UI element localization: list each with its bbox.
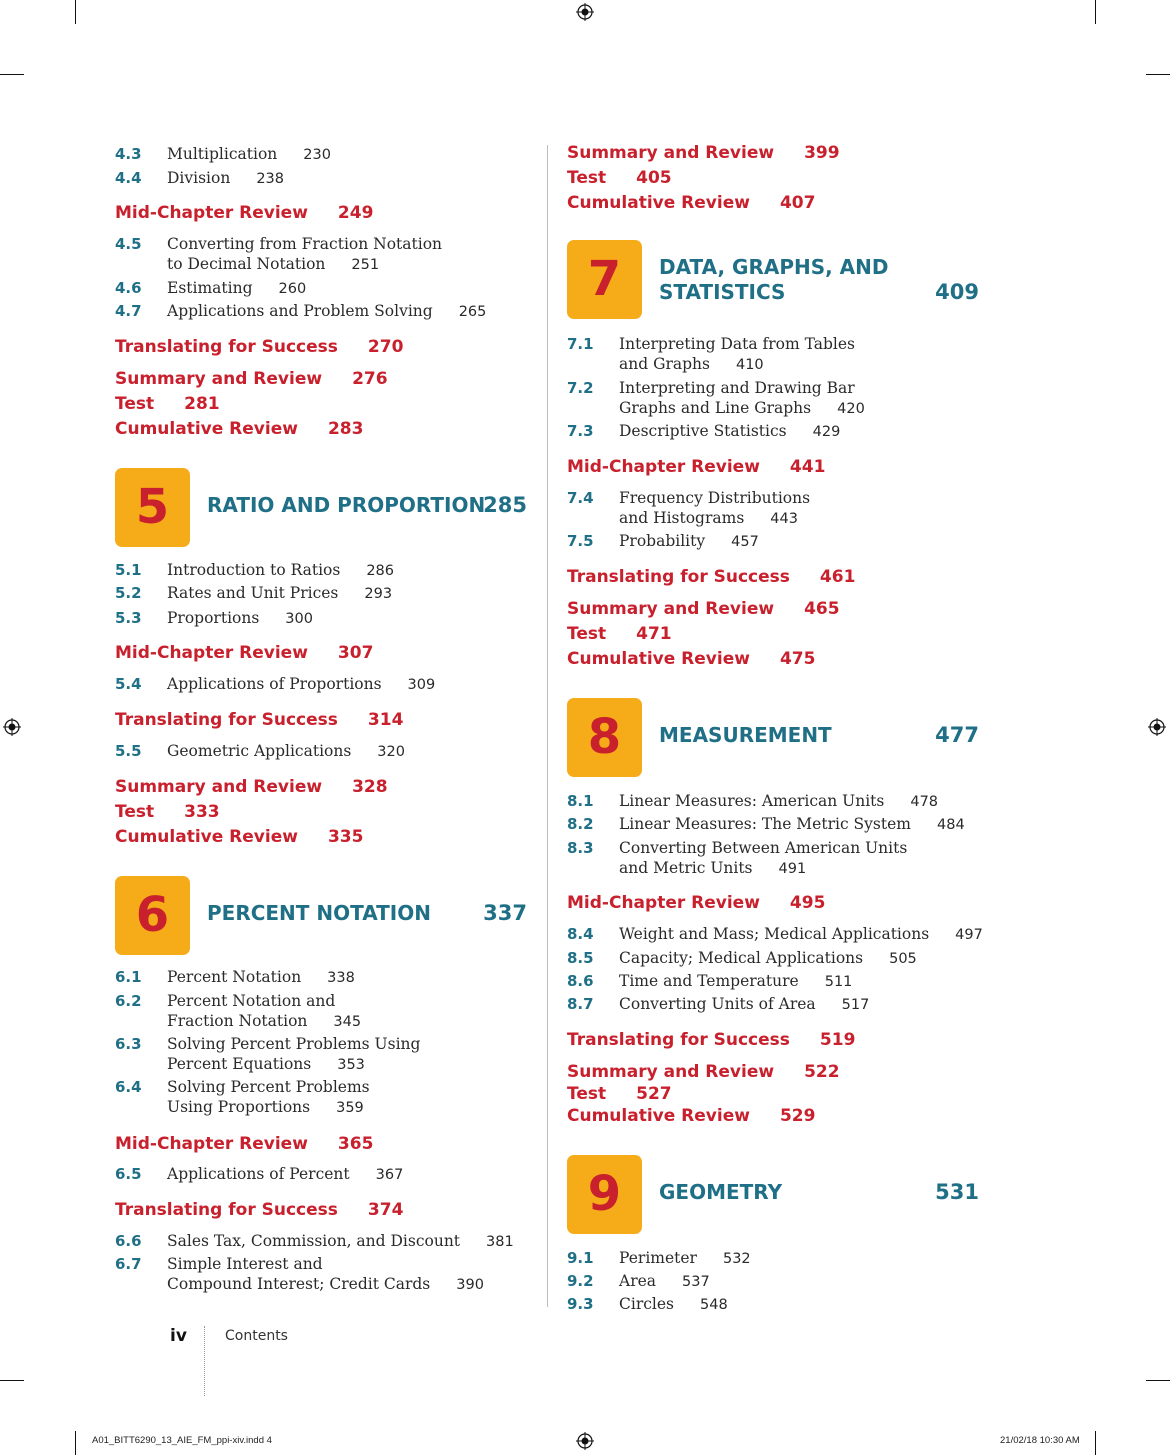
review-label: Summary and Review: [115, 777, 323, 797]
section-title: Simple Interest and: [167, 1255, 323, 1273]
section-number: 7.2: [567, 379, 594, 397]
section-number: 6.5: [115, 1165, 142, 1183]
chapter-number: 9: [587, 1166, 622, 1222]
review-label: Cumulative Review: [115, 419, 298, 439]
page-number: 238: [256, 171, 285, 187]
section-title: Percent Notation and: [167, 992, 336, 1010]
section-number: 4.3: [115, 145, 142, 163]
page-number: 399: [804, 143, 840, 163]
crop-mark: [1095, 0, 1096, 24]
page-number: 270: [367, 337, 404, 357]
page-number: 309: [407, 677, 436, 693]
page-number: 338: [327, 970, 355, 986]
page-number: 420: [837, 401, 865, 417]
page-number: 230: [303, 147, 331, 163]
chapter-title: MEASUREMENT: [659, 723, 832, 747]
column-divider: [547, 145, 548, 1307]
page-number: 511: [824, 974, 853, 990]
review-entry[interactable]: [567, 1061, 840, 1083]
review-entry[interactable]: [115, 202, 373, 224]
section-title-cont: Percent Equations: [167, 1055, 312, 1073]
page-number: 293: [364, 586, 393, 602]
review-label: Cumulative Review: [567, 193, 750, 213]
page-number: 283: [327, 419, 364, 439]
page-number: 527: [636, 1084, 672, 1104]
review-entry[interactable]: [115, 368, 388, 390]
page-number: 495: [789, 893, 826, 913]
page-number: 276: [352, 369, 388, 389]
crop-mark: [75, 0, 76, 24]
section-title: Estimating: [167, 279, 253, 297]
section-title: Division: [167, 169, 231, 187]
page-number: 475: [779, 649, 816, 669]
review-entry[interactable]: [567, 192, 815, 214]
section-title-cont: Compound Interest; Credit Cards: [167, 1275, 431, 1293]
section-title: Linear Measures: The Metric System: [619, 815, 911, 833]
section-number: 4.6: [115, 279, 142, 297]
review-label: Summary and Review: [567, 599, 775, 619]
page-number: 505: [889, 951, 917, 967]
page-number: 300: [285, 611, 313, 627]
section-title: Solving Percent Problems: [167, 1078, 370, 1096]
section-number: 7.4: [567, 489, 594, 507]
review-entry[interactable]: [115, 1133, 373, 1155]
section-title: Applications and Problem Solving: [167, 302, 433, 320]
section-number: 6.3: [115, 1035, 142, 1053]
review-entry[interactable]: [567, 1105, 815, 1127]
review-label: Translating for Success: [115, 710, 338, 730]
section-title-cont: to Decimal Notation: [167, 255, 326, 273]
section-title-cont: and Metric Units: [619, 859, 753, 877]
review-label: Cumulative Review: [115, 827, 298, 847]
review-entry[interactable]: [567, 892, 825, 914]
page-number: 265: [458, 304, 487, 320]
chapter-number-box: [567, 1155, 642, 1234]
section-title: Multiplication: [167, 145, 278, 163]
section-title-cont: Fraction Notation: [167, 1012, 308, 1030]
page-number: 374: [367, 1200, 404, 1220]
section-title: Proportions: [167, 609, 260, 627]
section-title: Weight and Mass; Medical Applications: [619, 925, 930, 943]
chapter-title: [659, 255, 889, 305]
review-label: Summary and Review: [567, 143, 775, 163]
section-title: Converting Between American Units: [619, 839, 908, 857]
review-entry[interactable]: [115, 393, 220, 415]
section-title-cont: and Graphs: [619, 355, 710, 373]
review-label: Translating for Success: [115, 1200, 338, 1220]
review-label: Cumulative Review: [567, 649, 750, 669]
page-number: 320: [377, 744, 405, 760]
review-entry[interactable]: [567, 623, 672, 645]
section-title: Applications of Percent: [167, 1165, 350, 1183]
section-number: 8.6: [567, 972, 594, 990]
page-number: 335: [327, 827, 364, 847]
page-number: 345: [333, 1014, 362, 1030]
crop-mark: [1095, 1431, 1096, 1455]
page-number: 314: [367, 710, 404, 730]
section-title: Interpreting and Drawing Bar: [619, 379, 855, 397]
section-number: 8.3: [567, 839, 594, 857]
page-number: 286: [366, 563, 395, 579]
chapter-heading[interactable]: [567, 240, 987, 320]
chapter-number: 7: [587, 251, 622, 307]
review-entry[interactable]: [567, 1029, 855, 1051]
section-number: 7.5: [567, 532, 594, 550]
section-number: 4.5: [115, 235, 142, 253]
section-title: Applications of Proportions: [167, 675, 382, 693]
review-label: Test: [567, 624, 607, 644]
section-number: 4.4: [115, 169, 142, 187]
registration-mark-icon: [576, 1432, 594, 1450]
review-entry[interactable]: [115, 642, 373, 664]
chapter-page: 409: [935, 280, 979, 304]
section-title: Solving Percent Problems Using: [167, 1035, 421, 1053]
crop-mark: [1146, 74, 1170, 75]
section-number: 6.2: [115, 992, 142, 1010]
page-number: 443: [770, 511, 798, 527]
chapter-page: 477: [935, 723, 979, 747]
page-number: 478: [910, 794, 939, 810]
chapter-heading[interactable]: [115, 876, 535, 956]
page-number: 537: [682, 1274, 710, 1290]
slug-date: 21/02/18 10:30 AM: [1000, 1435, 1080, 1446]
review-label: Translating for Success: [567, 1030, 790, 1050]
section-title: Interpreting Data from Tables: [619, 335, 855, 353]
footer-label: Contents: [225, 1328, 288, 1344]
page-number: 410: [735, 357, 764, 373]
section-number: 8.5: [567, 949, 594, 967]
section-title: Rates and Unit Prices: [167, 584, 339, 602]
section-number: 9.1: [567, 1249, 594, 1267]
section-number: 9.2: [567, 1272, 594, 1290]
page-number: 353: [337, 1057, 365, 1073]
review-entry[interactable]: [115, 801, 220, 823]
page-number: 457: [731, 534, 759, 550]
chapter-page: 531: [935, 1180, 979, 1204]
page-number: 281: [184, 394, 220, 414]
page-number: 548: [700, 1297, 728, 1313]
page-number: 307: [337, 643, 374, 663]
review-label: Test: [115, 394, 155, 414]
section-title: Percent Notation: [167, 968, 302, 986]
section-number: 5.4: [115, 675, 142, 693]
review-label: Mid-Chapter Review: [567, 457, 760, 477]
chapter-title: PERCENT NOTATION: [207, 901, 431, 925]
section-title: Converting from Fraction Notation: [167, 235, 443, 253]
review-label: Summary and Review: [567, 1062, 775, 1082]
section-title: Capacity; Medical Applications: [619, 949, 864, 967]
review-label: Summary and Review: [115, 369, 323, 389]
section-title: Frequency Distributions: [619, 489, 811, 507]
page-number: 517: [841, 997, 870, 1013]
section-title-cont: Graphs and Line Graphs: [619, 399, 812, 417]
crop-mark: [0, 1380, 24, 1381]
section-title-cont: Using Proportions: [167, 1098, 311, 1116]
section-number: 7.3: [567, 422, 594, 440]
section-number: 8.1: [567, 792, 594, 810]
page-number: 260: [278, 281, 307, 297]
review-entry[interactable]: [567, 142, 840, 164]
page-number: 328: [352, 777, 388, 797]
review-label: Translating for Success: [567, 567, 790, 587]
page-number: 522: [804, 1062, 840, 1082]
chapter-number: 8: [587, 709, 622, 765]
review-label: Translating for Success: [115, 337, 338, 357]
chapter-title: GEOMETRY: [659, 1180, 783, 1204]
section-number: 5.2: [115, 584, 142, 602]
page-number: 333: [184, 802, 220, 822]
page-number: 381: [486, 1234, 514, 1250]
review-label: Test: [567, 1084, 607, 1104]
footer-page-number: iv: [170, 1326, 187, 1346]
crop-mark: [75, 1431, 76, 1455]
page-number: 465: [804, 599, 840, 619]
chapter-title-line: STATISTICS: [659, 280, 786, 304]
section-number: 5.5: [115, 742, 142, 760]
section-title: Circles: [619, 1295, 674, 1313]
section-title: Converting Units of Area: [619, 995, 816, 1013]
section-title-cont: and Histograms: [619, 509, 745, 527]
page-number: 529: [779, 1106, 816, 1126]
section-number: 4.7: [115, 302, 142, 320]
page-number: 405: [636, 168, 672, 188]
review-entry[interactable]: [115, 1199, 403, 1221]
section-number: 5.1: [115, 561, 142, 579]
chapter-heading[interactable]: [567, 698, 987, 778]
chapter-number-box: [115, 876, 190, 955]
chapter-heading[interactable]: [115, 468, 535, 548]
page-number: 249: [337, 203, 374, 223]
registration-mark-icon: [576, 3, 594, 21]
section-number: 7.1: [567, 335, 594, 353]
registration-mark-icon: [3, 718, 21, 736]
page-number: 441: [789, 457, 826, 477]
chapter-title-line: DATA, GRAPHS, AND: [659, 255, 889, 279]
section-number: 6.1: [115, 968, 142, 986]
page-number: 491: [778, 861, 807, 877]
section-title: Perimeter: [619, 1249, 697, 1267]
section-number: 8.7: [567, 995, 594, 1013]
section-title: Descriptive Statistics: [619, 422, 787, 440]
page-number: 471: [636, 624, 672, 644]
section-number: 9.3: [567, 1295, 594, 1313]
section-title: Probability: [619, 532, 706, 550]
review-entry[interactable]: [567, 648, 815, 670]
registration-mark-icon: [1148, 718, 1166, 736]
chapter-number-box: [567, 240, 642, 319]
chapter-page: 285: [483, 493, 527, 517]
chapter-number: 5: [135, 479, 170, 535]
page-number: 429: [812, 424, 841, 440]
chapter-page: 337: [483, 901, 527, 925]
page-number: 251: [351, 257, 380, 273]
page-number: 484: [937, 817, 965, 833]
page-number: 365: [337, 1134, 374, 1154]
review-label: Test: [115, 802, 155, 822]
crop-mark: [0, 74, 24, 75]
page-number: 359: [336, 1100, 364, 1116]
section-title: Linear Measures: American Units: [619, 792, 885, 810]
page-number: 367: [375, 1167, 404, 1183]
page-number: 519: [819, 1030, 856, 1050]
chapter-number-box: [115, 468, 190, 547]
chapter-heading[interactable]: [567, 1155, 987, 1235]
review-label: Test: [567, 168, 607, 188]
review-entry[interactable]: [115, 709, 403, 731]
review-entry[interactable]: [567, 566, 855, 588]
review-entry[interactable]: [115, 418, 363, 440]
section-number: 8.2: [567, 815, 594, 833]
section-number: 6.7: [115, 1255, 142, 1273]
section-number: 8.4: [567, 925, 594, 943]
chapter-title: RATIO AND PROPORTION: [207, 493, 486, 517]
section-title: Sales Tax, Commission, and Discount: [167, 1232, 461, 1250]
page-number: 390: [456, 1277, 484, 1293]
page-number: 532: [722, 1251, 751, 1267]
section-title: Geometric Applications: [167, 742, 352, 760]
page-number: 407: [779, 193, 816, 213]
review-label: Mid-Chapter Review: [567, 893, 760, 913]
review-label: Mid-Chapter Review: [115, 1134, 308, 1154]
slug-filename: A01_BITT6290_13_AIE_FM_ppi-xiv.indd 4: [92, 1435, 272, 1446]
review-entry[interactable]: [115, 336, 403, 358]
crop-mark: [1146, 1380, 1170, 1381]
page-number: 461: [819, 567, 856, 587]
review-entry[interactable]: [567, 598, 840, 620]
review-entry[interactable]: [115, 776, 388, 798]
section-title: Time and Temperature: [619, 972, 799, 990]
section-number: 5.3: [115, 609, 142, 627]
review-entry[interactable]: [567, 1083, 672, 1105]
review-entry[interactable]: [115, 826, 363, 848]
chapter-number: 6: [135, 887, 170, 943]
chapter-number-box: [567, 698, 642, 777]
review-label: Mid-Chapter Review: [115, 203, 308, 223]
page-number: 497: [955, 927, 983, 943]
review-label: Mid-Chapter Review: [115, 643, 308, 663]
review-entry[interactable]: [567, 167, 672, 189]
footer-divider: [204, 1326, 205, 1396]
section-title: Area: [619, 1272, 657, 1290]
review-entry[interactable]: [567, 456, 825, 478]
section-number: 6.4: [115, 1078, 142, 1096]
section-number: 6.6: [115, 1232, 142, 1250]
section-title: Introduction to Ratios: [167, 561, 341, 579]
review-label: Cumulative Review: [567, 1106, 750, 1126]
